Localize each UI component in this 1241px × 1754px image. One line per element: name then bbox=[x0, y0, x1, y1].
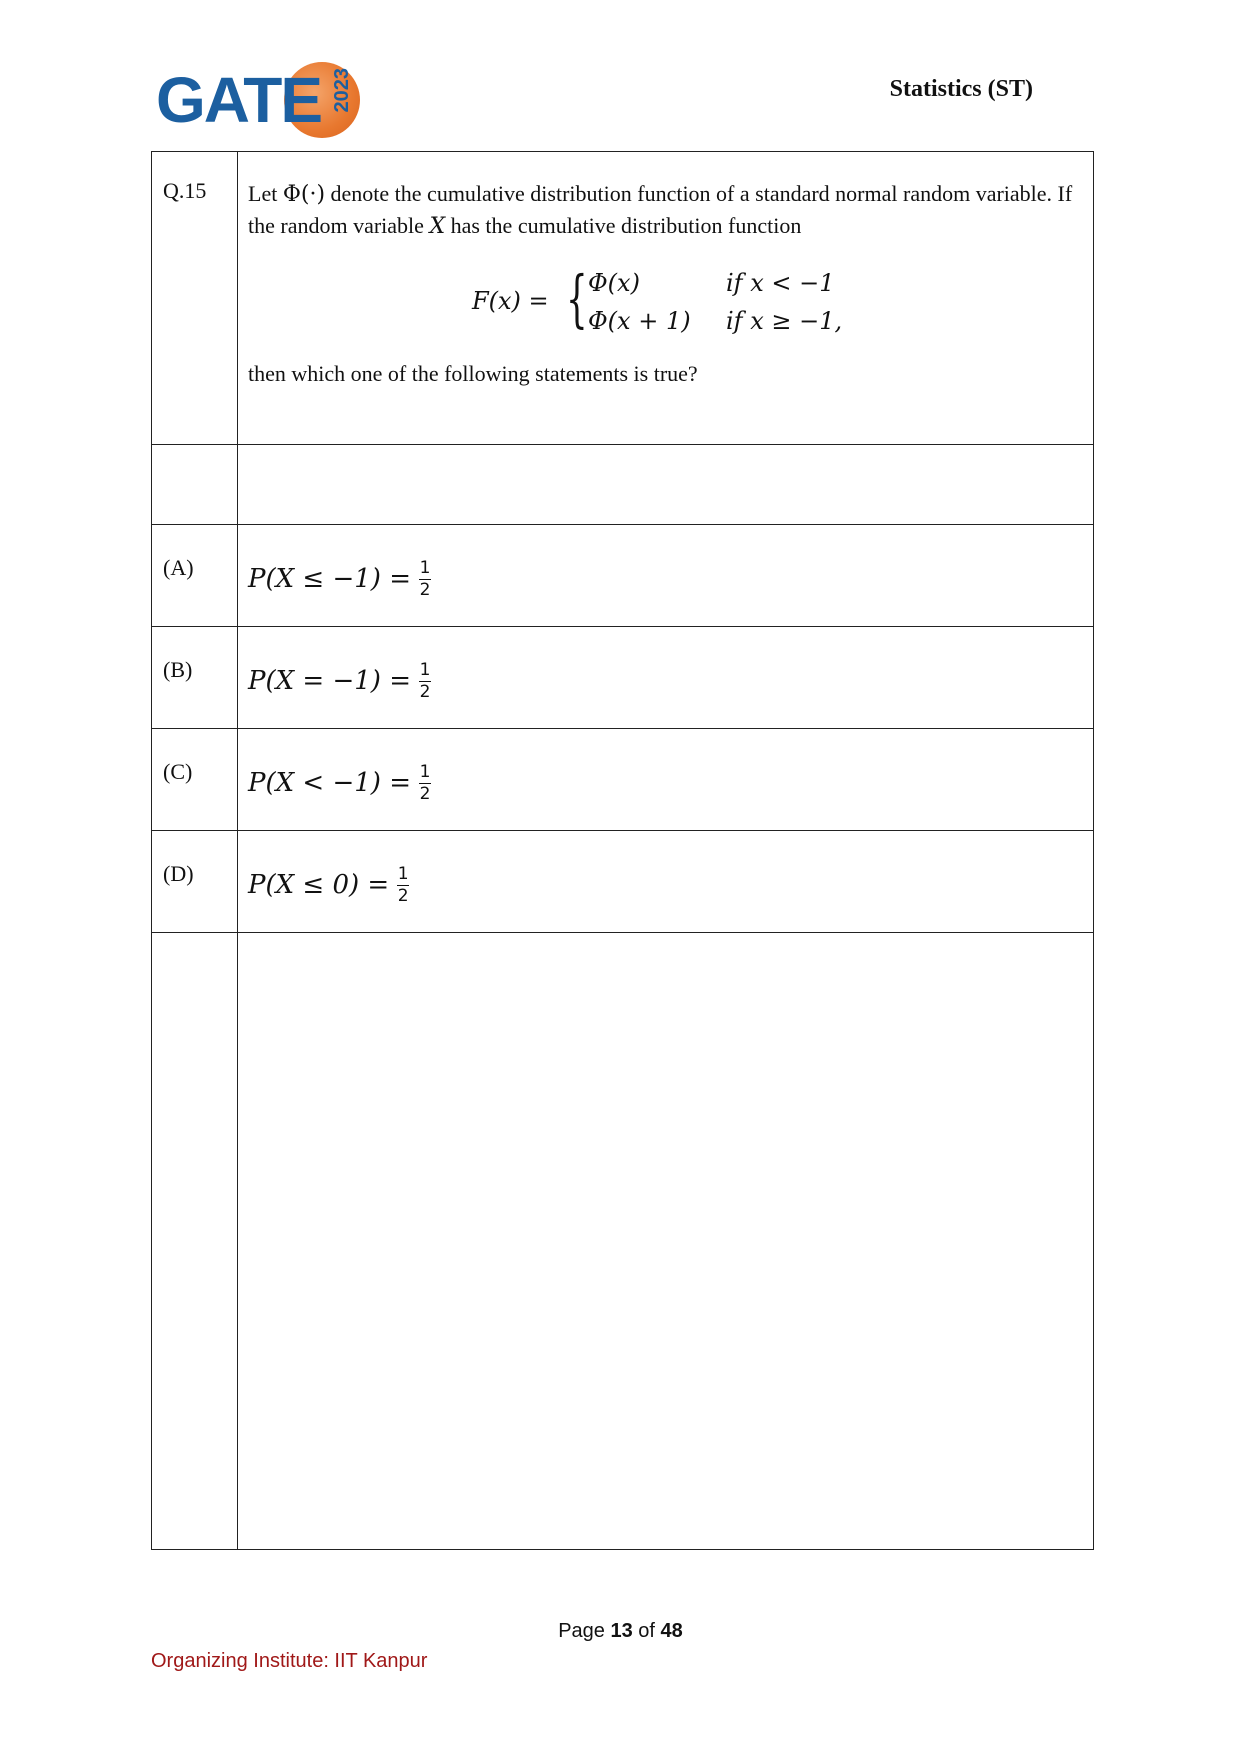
option-row bbox=[152, 831, 1094, 933]
question-text: Let Φ(·) denote the cumulative distribution function of a standard normal random variable. If the random variable X has the cumulative distribution function bbox=[248, 181, 1073, 239]
organizer: Organizing Institute: IIT Kanpur bbox=[151, 1650, 428, 1672]
fraction: $\frac{1}{2}$ bbox=[419, 762, 431, 804]
question-closing: then which one of the following statements is true? bbox=[248, 361, 698, 386]
fraction: $\frac{1}{2}$ bbox=[419, 558, 431, 600]
option-body bbox=[238, 525, 1094, 627]
option-expression: P(X = −1) = bbox=[248, 666, 411, 696]
question-body bbox=[238, 152, 1094, 445]
blank-row bbox=[152, 445, 1094, 525]
empty-row bbox=[152, 933, 1094, 1550]
question-table bbox=[151, 151, 1094, 1550]
question-number: Q.15 bbox=[152, 152, 238, 445]
logo-year: 2023 bbox=[331, 68, 353, 113]
logo-text: GATE bbox=[156, 64, 322, 136]
gate-logo bbox=[156, 60, 356, 140]
option-label: (C) bbox=[152, 729, 238, 831]
option-expression: P(X ≤ 0) = bbox=[248, 870, 390, 900]
formula-condition-1: if x < −1 bbox=[726, 269, 835, 297]
option-body bbox=[238, 627, 1094, 729]
phi-symbol: Φ(·) bbox=[282, 182, 326, 207]
fraction: $\frac{1}{2}$ bbox=[397, 864, 409, 906]
option-expression: P(X < −1) = bbox=[248, 768, 411, 798]
option-row bbox=[152, 525, 1094, 627]
option-label: (D) bbox=[152, 831, 238, 933]
variable-x: X bbox=[429, 214, 446, 239]
question-row bbox=[152, 152, 1094, 445]
subject-title: Statistics (ST) bbox=[889, 76, 1033, 102]
formula-case-2: Φ(x + 1) bbox=[588, 307, 691, 335]
option-row bbox=[152, 627, 1094, 729]
option-label: (B) bbox=[152, 627, 238, 729]
option-body bbox=[238, 729, 1094, 831]
formula-lhs: F(x) = bbox=[472, 287, 549, 315]
cdf-formula bbox=[248, 264, 1083, 344]
option-body bbox=[238, 831, 1094, 933]
left-brace-icon: { bbox=[566, 262, 588, 335]
option-label: (A) bbox=[152, 525, 238, 627]
option-row bbox=[152, 729, 1094, 831]
page-number: Page 13 of 48 bbox=[558, 1620, 683, 1642]
fraction: $\frac{1}{2}$ bbox=[419, 660, 431, 702]
option-expression: P(X ≤ −1) = bbox=[248, 564, 411, 594]
formula-case-1: Φ(x) bbox=[588, 269, 640, 297]
formula-condition-2: if x ≥ −1, bbox=[726, 307, 843, 335]
